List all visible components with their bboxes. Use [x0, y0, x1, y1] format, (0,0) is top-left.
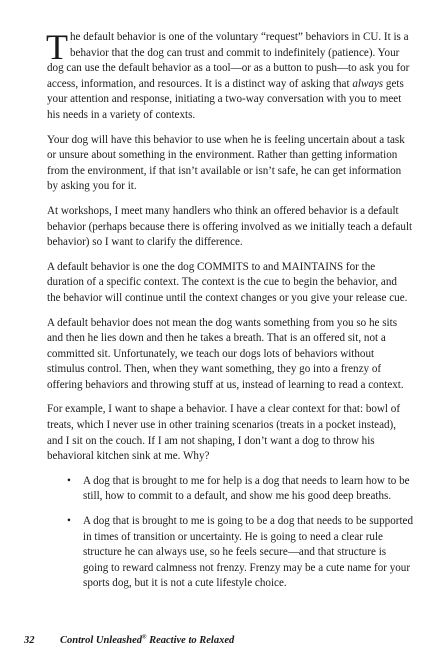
bullet-icon: •	[67, 515, 71, 528]
book-title-main: Control Unleashed	[60, 634, 142, 646]
bullet-icon: •	[67, 474, 71, 487]
bullet-text: A dog that is brought to me for help is a dog that needs to learn how to be still, how to commit to a default, and show me his good deep breaths.	[83, 474, 410, 503]
book-title-sub: Reactive to Relaxed	[146, 634, 235, 646]
page-body	[46, 27, 413, 601]
paragraph-1-text-a: he default behavior is one of the voluntary “request” behaviors in CU. It is a behavior that the dog can trust and commit to indefinitely (patience). Your dog can use the default behavior as a tool—or as a button to push—to ask you for access, information, and resources. It is a distinct way of asking that	[47, 31, 410, 90]
bullet-item	[67, 474, 413, 505]
paragraph-1	[46, 27, 413, 124]
paragraph-4: A default behavior is one the dog COMMITS to and MAINTAINS for the duration of a specific context. The context is the cue to begin the behavior, and the behavior will continue until the context changes or you give your release cue.	[47, 260, 408, 304]
paragraph-1-text-b: gets your attention and response, initiating a two-way conversation with you to meet his needs in a variety of contexts.	[47, 77, 404, 121]
page-footer	[24, 634, 234, 646]
paragraph-3: At workshops, I meet many handlers who think an offered behavior is a default behavior (perhaps because there is offering involved as we initially teach a default behavior) so I want to clarify the difference.	[47, 204, 413, 249]
book-title	[60, 635, 234, 646]
page-number: 32	[24, 634, 35, 646]
registered-mark: ®	[141, 634, 147, 640]
bullet-text: A dog that is brought to me is going to be a dog that needs to be supported in times of transition or uncertainty. He is going to need a clear rule structure he can always use, so he feels secure—and that structure is going to reward calmness not frenzy. Frenzy may be a cute name for your sports dog, but it is not a cute lifestyle choice.	[83, 515, 413, 590]
paragraph-5: A default behavior does not mean the dog wants something from you so he sits and then he lies down and then he takes a breath. That is an offered sit, not a committed sit. Unfortunately, we teach our dogs lots of behaviors without stimulus control. Then, when they want something, they go into a frenzy of offering behaviors and throwing stuff at us, instead of learning to read a context.	[47, 316, 404, 391]
paragraph-2: Your dog will have this behavior to use when he is feeling uncertain about a task or unsure about something in the environment. Rather than getting information from the environment, if that isn’t available or isn’t safe, he can get information by asking you for it.	[47, 133, 405, 193]
bullet-list	[47, 474, 413, 592]
paragraph-1-emphasis: always	[352, 77, 384, 90]
bullet-item	[67, 514, 413, 592]
paragraph-6: For example, I want to shape a behavior. I have a clear context for that: bowl of treats, which I never use in other training scenarios (treats in a pocket instead), and I sit on the couch. If I am not shaping, I don’t want a dog to throw his behavioral kitchen sink at me. Why?	[47, 403, 401, 463]
drop-cap: T	[46, 27, 68, 67]
